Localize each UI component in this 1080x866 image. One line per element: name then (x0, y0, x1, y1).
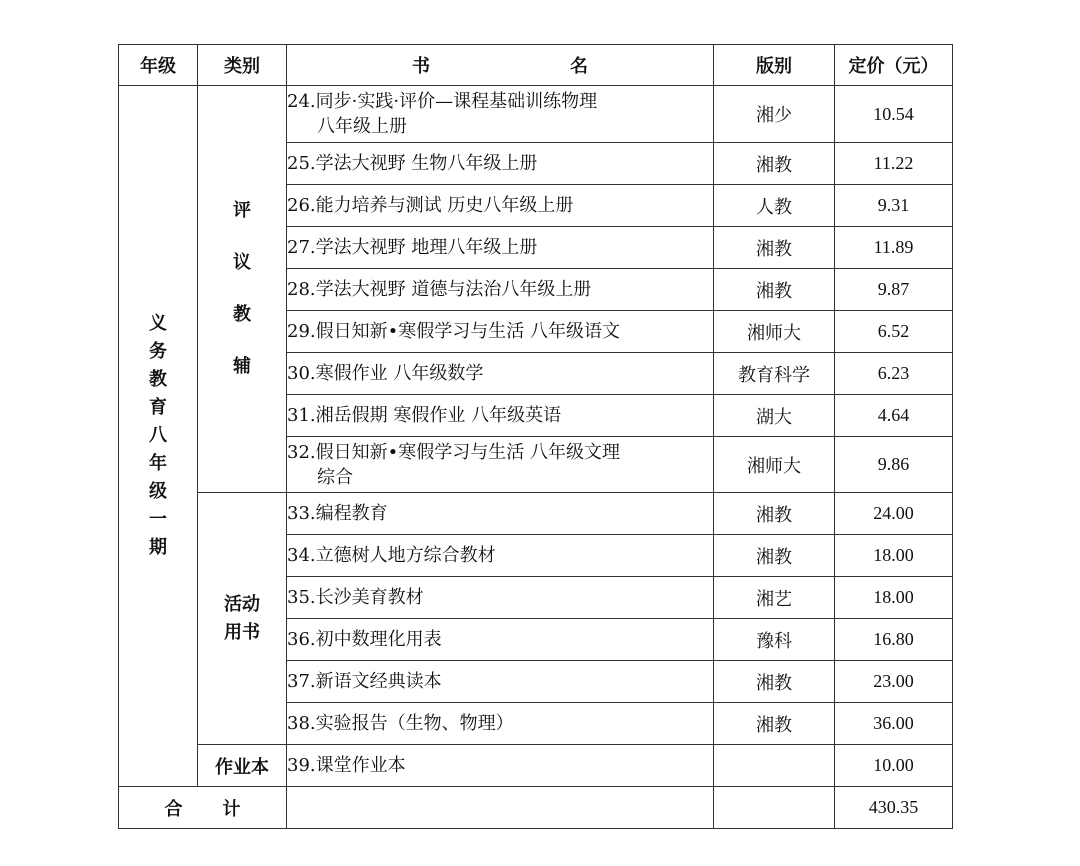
book-title: 34.立德树人地方综合教材 (287, 535, 714, 577)
book-title: 38.实验报告（生物、物理） (287, 703, 714, 745)
book-title: 26.能力培养与测试 历史八年级上册 (287, 185, 714, 227)
book-title: 39.课堂作业本 (287, 745, 714, 787)
book-title: 33.编程教育 (287, 493, 714, 535)
header-row (119, 45, 953, 86)
table-row (119, 86, 953, 143)
book-price: 36.00 (835, 703, 953, 745)
book-price: 11.22 (835, 143, 953, 185)
header-price: 定价（元） (835, 45, 953, 86)
book-title: 37.新语文经典读本 (287, 661, 714, 703)
total-label: 合 计 (119, 787, 287, 829)
book-price: 10.00 (835, 745, 953, 787)
book-price: 10.54 (835, 86, 953, 143)
book-edition: 豫科 (714, 619, 835, 661)
book-price: 18.00 (835, 535, 953, 577)
total-edition-empty (714, 787, 835, 829)
book-price: 18.00 (835, 577, 953, 619)
book-price: 24.00 (835, 493, 953, 535)
book-title: 32.假日知新•寒假学习与生活 八年级文理 综合 (287, 437, 714, 493)
book-price: 6.23 (835, 353, 953, 395)
category-review-cell (198, 86, 287, 493)
book-edition: 湘师大 (714, 437, 835, 493)
total-row (119, 787, 953, 829)
book-edition: 湘教 (714, 143, 835, 185)
book-edition: 湘师大 (714, 311, 835, 353)
book-edition: 湘教 (714, 493, 835, 535)
book-title: 30.寒假作业 八年级数学 (287, 353, 714, 395)
book-edition: 湘教 (714, 535, 835, 577)
book-edition: 湖大 (714, 395, 835, 437)
grade-label: 义务教育八年级一期 (149, 313, 167, 558)
category-review-label: 评议教辅 (233, 200, 251, 377)
book-edition: 湘少 (714, 86, 835, 143)
book-price: 11.89 (835, 227, 953, 269)
book-price: 23.00 (835, 661, 953, 703)
table-row (119, 745, 953, 787)
table-row (119, 493, 953, 535)
book-title: 27.学法大视野 地理八年级上册 (287, 227, 714, 269)
book-price: 6.52 (835, 311, 953, 353)
book-edition (714, 745, 835, 787)
header-title-right: 名 (570, 56, 588, 77)
book-price: 9.31 (835, 185, 953, 227)
book-price: 9.87 (835, 269, 953, 311)
category-workbook-cell: 作业本 (198, 745, 287, 787)
header-edition: 版别 (714, 45, 835, 86)
total-price: 430.35 (835, 787, 953, 829)
book-edition: 湘教 (714, 269, 835, 311)
category-activity-cell (198, 493, 287, 745)
header-grade: 年级 (119, 45, 198, 86)
book-title: 25.学法大视野 生物八年级上册 (287, 143, 714, 185)
book-edition: 人教 (714, 185, 835, 227)
header-title-left: 书 (412, 56, 430, 77)
book-edition: 湘教 (714, 661, 835, 703)
book-edition: 湘艺 (714, 577, 835, 619)
book-price: 4.64 (835, 395, 953, 437)
book-edition: 湘教 (714, 227, 835, 269)
book-price-table (118, 44, 953, 829)
book-edition: 湘教 (714, 703, 835, 745)
grade-cell (119, 86, 198, 787)
book-title: 36.初中数理化用表 (287, 619, 714, 661)
book-title: 24.同步·实践·评价—课程基础训练物理 八年级上册 (287, 86, 714, 143)
category-activity-label: 活动用书 (224, 593, 260, 643)
book-price: 16.80 (835, 619, 953, 661)
book-title: 35.长沙美育教材 (287, 577, 714, 619)
header-title (287, 45, 714, 86)
total-title-empty (287, 787, 714, 829)
book-edition: 教育科学 (714, 353, 835, 395)
header-category: 类别 (198, 45, 287, 86)
book-title: 29.假日知新•寒假学习与生活 八年级语文 (287, 311, 714, 353)
book-title: 28.学法大视野 道德与法治八年级上册 (287, 269, 714, 311)
book-price: 9.86 (835, 437, 953, 493)
book-title: 31.湘岳假期 寒假作业 八年级英语 (287, 395, 714, 437)
